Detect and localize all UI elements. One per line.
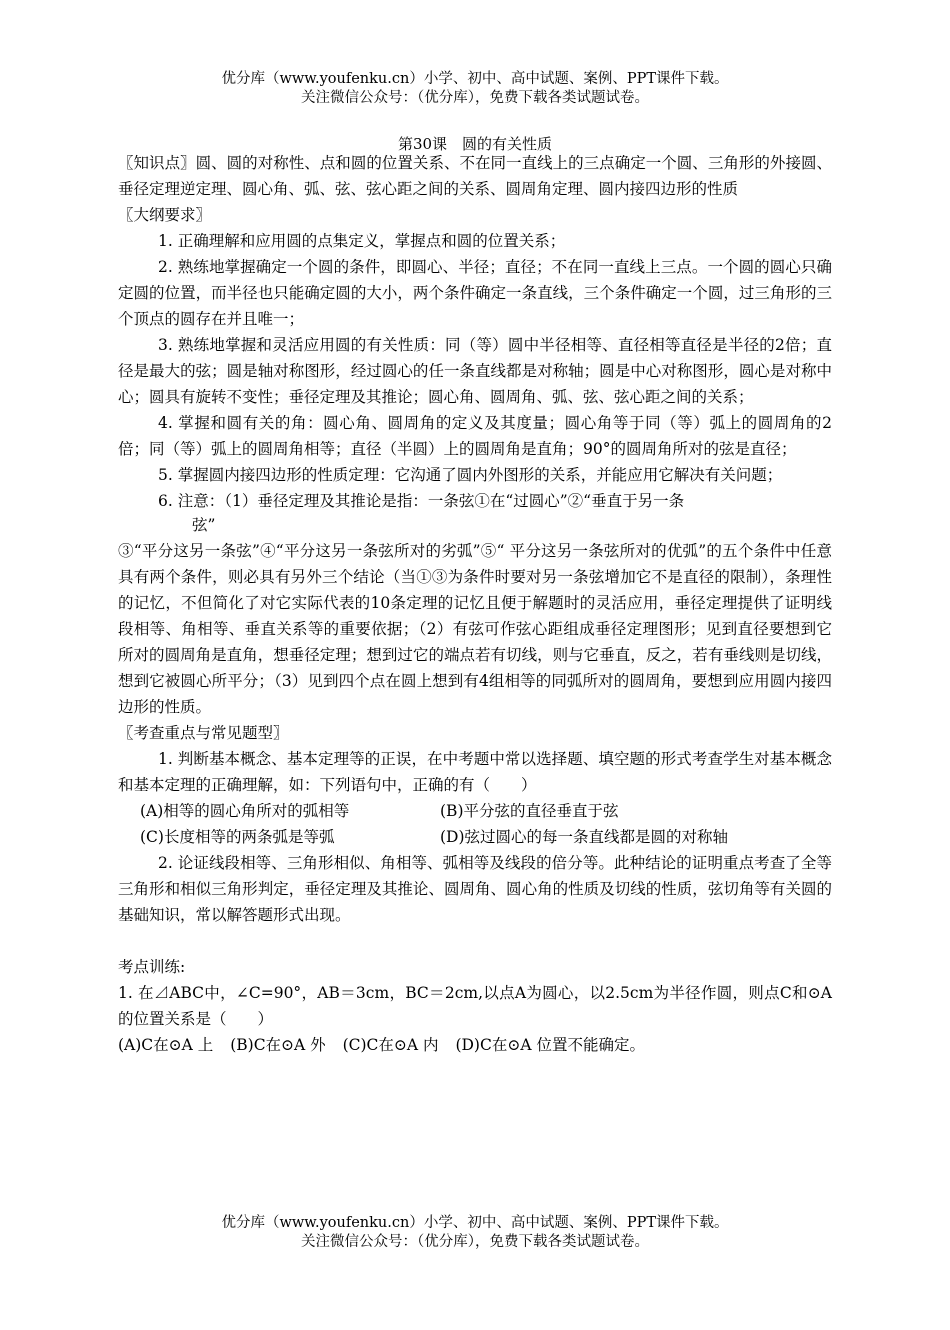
question-1: 1. 在⊿ABC中，∠C=90°，AB＝3cm，BC＝2cm,以点A为圆心，以2.5cm为半径作圆，则点C和⊙A的位置关系是（ ） bbox=[118, 984, 832, 1028]
syllabus-item-2: 2. 熟练地掌握确定一个圆的条件，即圆心、半径；直径；不在同一直线上三点。一个圆的圆心只确定圆的位置，而半径也只能确定圆的大小，两个条件确定一条直线，三个条件确定一个圆，过三角形的三个顶点的圆存在并且唯一； bbox=[118, 258, 832, 328]
focus-item-2: 2. 论证线段相等、三角形相似、角相等、弧相等及线段的倍分等。此种结论的证明重点考查了全等三角形和相似三角形判定，垂径定理及其推论、圆周角、圆心角的性质及切线的性质，弦切角等有关圆的基础知识，常以解答题形式出现。 bbox=[118, 854, 832, 924]
lesson-title: 第30课 圆的有关性质 bbox=[397, 135, 553, 153]
q1-option-c: (C)C在⊙A 内 bbox=[342, 1036, 439, 1054]
focus-options-row-2 bbox=[118, 824, 832, 850]
syllabus-item-6-line2: 弦” bbox=[192, 516, 216, 534]
syllabus-item-4: 4. 掌握和圆有关的角：圆心角、圆周角的定义及其度量；圆心角等于同（等）弧上的圆周角的2倍；同（等）弧上的圆周角相等；直径（半圆）上的圆周角是直角；90°的圆周角所对的弦是直径； bbox=[118, 414, 832, 458]
q1-option-b: (B)C在⊙A 外 bbox=[230, 1036, 326, 1054]
footer-line-1: 优分库（www.youfenku.cn）小学、初中、高中试题、案例、PPT课件下载。 bbox=[221, 1215, 729, 1231]
knowledge-points: 〖知识点〗圆、圆的对称性、点和圆的位置关系、不在同一直线上的三点确定一个圆、三角形的外接圆、垂径定理逆定理、圆心角、弧、弦、弦心距之间的关系、圆周角定理、圆内接四边形的性质 bbox=[118, 154, 832, 198]
document-body bbox=[118, 150, 832, 1058]
footer-line-2: 关注微信公众号：（优分库），免费下载各类试题试卷。 bbox=[301, 1234, 649, 1250]
syllabus-item-1: 1. 正确理解和应用圆的点集定义，掌握点和圆的位置关系； bbox=[158, 232, 566, 250]
syllabus-heading: 〖大纲要求〗 bbox=[118, 206, 212, 224]
q1-option-d: (D)C在⊙A 位置不能确定。 bbox=[455, 1036, 645, 1054]
header-line-1: 优分库（www.youfenku.cn）小学、初中、高中试题、案例、PPT课件下载。 bbox=[221, 71, 729, 87]
syllabus-item-6-body: ③“平分这另一条弦”④“平分这另一条弦所对的劣弧”⑤“ 平分这另一条弦所对的优弧”的五个条件中任意具有两个条件，则必具有另外三个结论（当①③为条件时要对另一条弦增加它不是直径的限制），条理性的记忆，不但简化了对它实际代表的10条定理的记忆且便于解题时的灵活应用，垂径定理提供了证明线段相等、角相等、垂直关系等的重要依据；（2）有弦可作弦心距组成垂径定理图形；见到直径要想到它所对的圆周角是直角，想垂径定理；想到过它的端点若有切线，则与它垂直，反之，若有垂线则是切线，想到它被圆心所平分；（3）见到四个点在圆上想到有4组相等的同弧所对的圆周角，要想到应用圆内接四边形的性质。 bbox=[118, 542, 832, 716]
page-header bbox=[0, 70, 950, 108]
training-heading: 考点训练: bbox=[118, 958, 186, 976]
focus-heading: 〖考查重点与常见题型〗 bbox=[118, 724, 289, 742]
option-a: (A)相等的圆心角所对的弧相等 bbox=[140, 802, 350, 820]
question-1-options bbox=[118, 1032, 832, 1058]
header-line-2: 关注微信公众号：（优分库），免费下载各类试题试卷。 bbox=[301, 90, 649, 106]
option-d: (D)弦过圆心的每一条直线都是圆的对称轴 bbox=[440, 828, 729, 846]
q1-option-a: (A)C在⊙A 上 bbox=[118, 1036, 214, 1054]
syllabus-item-5: 5. 掌握圆内接四边形的性质定理：它沟通了圆内外图形的关系，并能应用它解决有关问题； bbox=[158, 466, 783, 484]
focus-options-row-1 bbox=[118, 798, 832, 824]
spacer bbox=[118, 928, 832, 954]
page-footer bbox=[0, 1214, 950, 1252]
focus-item-1: 1. 判断基本概念、基本定理等的正误，在中考题中常以选择题、填空题的形式考查学生对基本概念和基本定理的正确理解，如：下列语句中，正确的有（ ） bbox=[118, 750, 832, 794]
option-c: (C)长度相等的两条弧是等弧 bbox=[140, 828, 335, 846]
syllabus-item-3: 3. 熟练地掌握和灵活应用圆的有关性质：同（等）圆中半径相等、直径相等直径是半径的2倍；直径是最大的弦；圆是轴对称图形，经过圆心的任一条直线都是对称轴；圆是中心对称图形，圆心是对称中心；圆具有旋转不变性；垂径定理及其推论；圆心角、圆周角、弧、弦、弦心距之间的关系； bbox=[118, 336, 832, 406]
option-b: (B)平分弦的直径垂直于弦 bbox=[440, 802, 619, 820]
syllabus-item-6-line1: 6. 注意：（1）垂径定理及其推论是指：一条弦①在“过圆心”②“垂直于另一条 bbox=[158, 492, 685, 510]
